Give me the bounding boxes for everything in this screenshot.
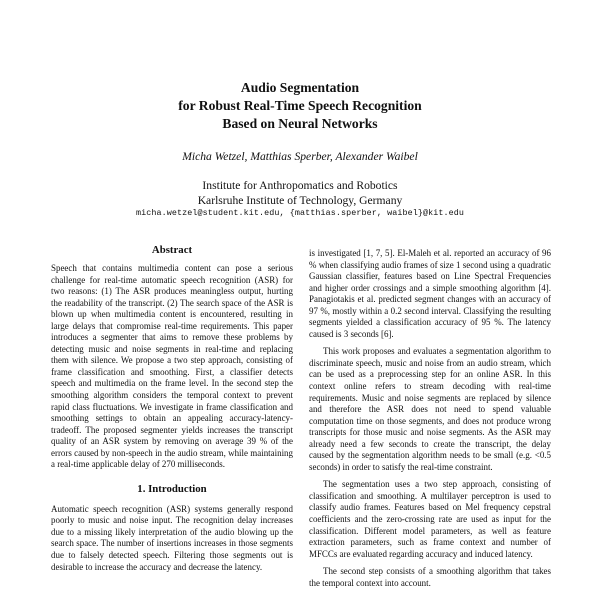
body-paragraph-4: The second step consists of a smoothing algorithm that takes the temporal context into account. xyxy=(309,566,551,588)
introduction-heading: 1. Introduction xyxy=(137,482,207,495)
abstract-text: Speech that contains multimedia content can pose a serious challenge for real-time automatic speech recognition (ASR) for two reasons: (1) The ASR produces meaningless output, hurting the readability of the transcript. (2) The search space of the ASR is blown up when multimedia content is encountered, resulting in large delays that compromise real-time requirements. This paper introduces a segmenter that aims to remove these problems by detecting music and noise segments in real-time and replacing them with silence. We propose a two step approach, consisting of frame classification and smoothing. First, a classifier detects speech and multimedia on the frame level. In the second step the smoothing algorithm considers the temporal context to prevent rapid class fluctuations. We investigate in frame classification and smoothing settings to obtain an appealing accuracy-latency-tradeoff. The proposed segmenter yields increases the transcript quality of an ASR system by removing on average 39 % of the errors caused by non-speech in the audio stream, while maintaining a real-time applicable delay of 270 milliseconds. xyxy=(51,263,293,470)
right-column xyxy=(309,248,551,589)
author-emails: micha.wetzel@student.kit.edu, {matthias.sperber, waibel}@kit.edu xyxy=(135,208,465,218)
body-paragraph-1: is investigated [1, 7, 5]. El-Maleh et al. reported an accuracy of 96 % when classifying audio frames of size 1 second using a quadratic Gaussian classifier, features based on Line Spectral Frequencies and higher order crossings and a simple smoothing algorithm [4]. Panagiotakis et al. predicted segment changes with an accuracy of 97 %, mostly within a 0.2 second interval. Classifying the resulting segments yielded a classification accuracy of 95 %. The latency caused is 3 seconds [6]. xyxy=(309,248,551,339)
title-line-1: Audio Segmentation xyxy=(240,80,360,95)
paper-title xyxy=(0,79,600,133)
introduction-text: Automatic speech recognition (ASR) systems generally respond poorly to music and noise input. The recognition delay increases due to a missing likely interpretation of the audio blowing up the search space. The number of insertions increases in those segments due to falsely detected speech. Filtering those segments out is desirable to increase the accuracy and decrease the latency. xyxy=(51,503,293,572)
abstract-heading: Abstract xyxy=(151,244,193,256)
affiliation xyxy=(0,178,600,208)
title-line-3: Based on Neural Networks xyxy=(222,116,378,131)
affiliation-line-1: Institute for Anthropomatics and Robotics xyxy=(202,179,398,192)
body-paragraph-3: The segmentation uses a two step approach, consisting of classification and smoothing. A multilayer perceptron is used to classify audio frames. Features based on Mel frequency cepstral coefficients and the zero-crossing rate are used as input for the classification. Different model parameters, as well as feature extraction parameters, such as frame context and number of MFCCs are evaluated regarding accuracy and induced latency. xyxy=(309,479,551,559)
author-list: Micha Wetzel, Matthias Sperber, Alexander Waibel xyxy=(182,150,418,163)
body-paragraph-2: This work proposes and evaluates a segmentation algorithm to discriminate speech, music and noise from an audio stream, which can be used as a preprocessing step for an online ASR. In this context online refers to stream decoding with real-time requirements. Music and noise segments are replaced by silence and therefore the ASR does not need to spend valuable computation time on those segments, and does not produce wrong transcripts for those music and noise segments. As the ASR may already need a few seconds to create the transcript, the delay caused by the segmentation algorithm needs to be small (e.g. <0.5 seconds) in order to satisfy the real-time constraint. xyxy=(309,346,551,472)
affiliation-line-2: Karlsruhe Institute of Technology, Germany xyxy=(197,194,403,207)
left-column xyxy=(51,244,293,573)
title-line-2: for Robust Real-Time Speech Recognition xyxy=(178,98,422,113)
